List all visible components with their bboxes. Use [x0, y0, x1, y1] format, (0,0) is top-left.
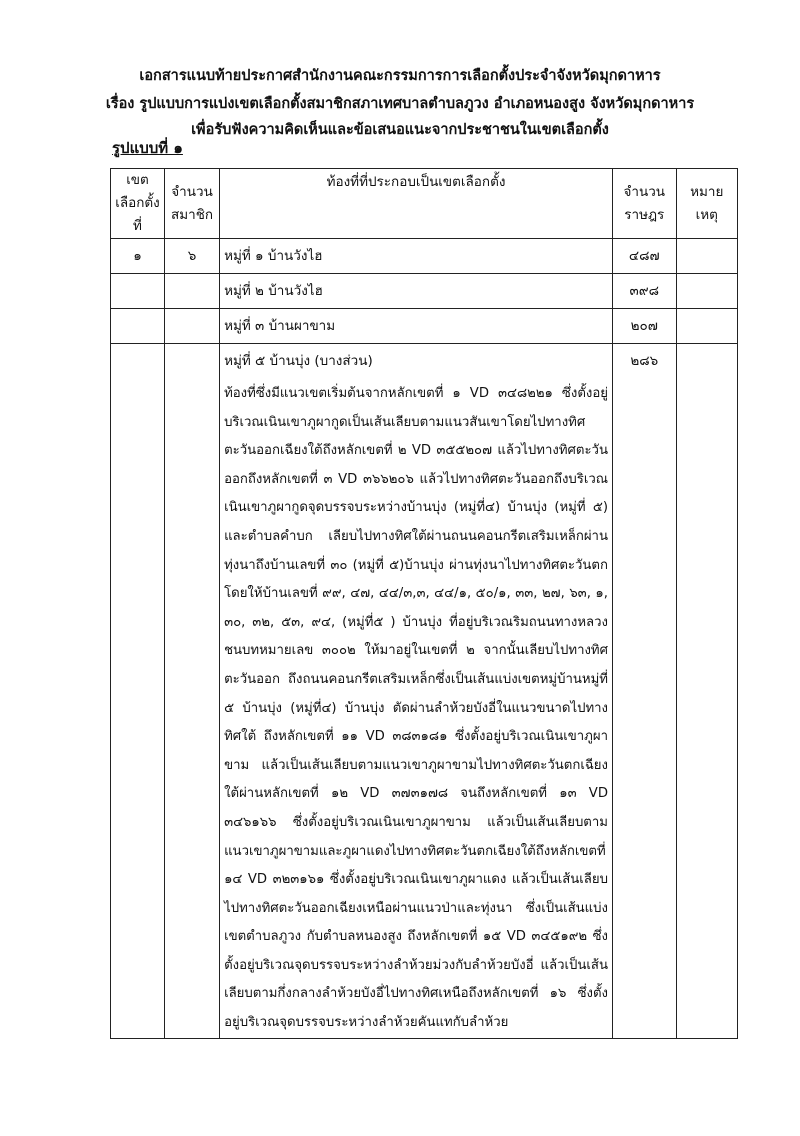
- cell-population: ๒๐๗: [612, 309, 676, 344]
- form-title: รูปแบบที่ ๑: [112, 139, 183, 157]
- cell-district: ๑: [111, 239, 165, 274]
- table-header-row: [111, 169, 738, 239]
- cell-locality: หมู่ที่ ๒ บ้านวังไฮ: [220, 274, 613, 309]
- header-members: จำนวน สมาชิก: [165, 169, 220, 239]
- table-row: [111, 274, 738, 309]
- cell-population: [612, 344, 676, 1039]
- locality-heading: หมู่ที่ ๕ บ้านบุ่ง (บางส่วน): [224, 353, 373, 369]
- cell-members: ๖: [165, 239, 220, 274]
- header-localities: ท้องที่ที่ประกอบเป็นเขตเลือกตั้ง: [220, 169, 613, 239]
- cell-remarks: [676, 344, 737, 1039]
- boundary-description: ท้องที่ซึ่งมีแนวเขตเริ่มต้นจากหลักเขตที่ ๑ VD ๓๔๘๒๒๑ ซึ่งตั้งอยู่บริเวณเนินเขาภูผากูดเป็นเส้นเลียบตามแนวสันเขาโดยไปทางทิศตะวันออกเฉียงใต้ถึงหลักเขตที่ ๒ VD ๓๕๕๒๐๗ แล้วไปทางทิศตะวันออกถึงหลักเขตที่ ๓ VD ๓๖๖๒๐๖ แล้วไปทางทิศตะวันออกถึงบริเวณเนินเขาภูผากูดจุดบรรจบระหว่างบ้านบุ่ง (หมู่ที่๔) บ้านบุ่ง (หมู่ที่ ๕) และตำบลคำบก เลียบไปทางทิศใต้ผ่านถนนคอนกรีตเสริมเหล็กผ่านทุ่งนาถึงบ้านเลขที่ ๓๐ (หมู่ที่ ๕)บ้านบุ่ง ผ่านทุ่งนาไปทางทิศตะวันตก โดยให้บ้านเลขที่ ๙๙, ๔๗, ๔๔/๓,๓, ๔๔/๑, ๕๐/๑, ๓๓, ๒๗, ๖๓, ๑, ๓๐, ๓๒, ๕๓, ๙๔, (หมู่ที่๕ ) บ้านบุ่ง ที่อยู่บริเวณริมถนนทางหลวงชนบทหมายเลข ๓๐๐๒ ให้มาอยู่ในเขตที่ ๒ จากนั้นเลียบไปทางทิศตะวันออก ถึงถนนคอนกรีตเสริมเหล็กซึ่งเป็นเส้นแบ่งเขตหมู่บ้านหมู่ที่ ๕ บ้านบุ่ง (หมู่ที่๔) บ้านบุ่ง ตัดผ่านลำห้วยบังอี่ในแนวขนาดไปทางทิศใต้ ถึงหลักเขตที่ ๑๑ VD ๓๘๓๑๘๑ ซึ่งตั้งอยู่บริเวณเนินเขาภูผาขาม แล้วเป็นเส้นเลียบตามแนวเขาภูผาขามไปทางทิศตะวันตกเฉียงใต้ผ่านหลักเขตที่ ๑๒ VD ๓๗๓๑๗๘ จนถึงหลักเขตที่ ๑๓ VD ๓๔๖๑๖๖ ซึ่งตั้งอยู่บริเวณเนินเขาภูผาขาม แล้วเป็นเส้นเลียบตามแนวเขาภูผาขามและภูผาแดงไปทางทิศตะวันตกเฉียงใต้ถึงหลักเขตที่ ๑๔ VD ๓๒๓๑๖๑ ซึ่งตั้งอยู่บริเวณเนินเขาภูผาแดง แล้วเป็นเส้นเลียบไปทางทิศตะวันออกเฉียงเหนือผ่านแนวป่าและทุ่งนา ซึ่งเป็นเส้นแบ่งเขตตำบลภูวง กับตำบลหนองสูง ถึงหลักเขตที่ ๑๕ VD ๓๔๕๑๙๒ ซึ่งตั้งอยู่บริเวณจุดบรรจบระหว่างลำห้วยม่วงกับลำห้วยบังอี่ แล้วเป็นเส้นเลียบตามกึ่งกลางลำห้วยบังอี่ไปทางทิศเหนือถึงหลักเขตที่ ๑๖ ซึ่งตั้งอยู่บริเวณจุดบรรจบระหว่างลำห้วยคันแทกับลำห้วย: [224, 386, 608, 1031]
- header-line-3: เพื่อรับฟังความคิดเห็นและข้อเสนอแนะจากประชาชนในเขตเลือกตั้ง: [191, 122, 609, 138]
- cell-locality: หมู่ที่ ๑ บ้านวังไฮ: [220, 239, 613, 274]
- cell-district: [111, 344, 165, 1039]
- header-population: จำนวน ราษฎร: [612, 169, 676, 239]
- cell-remarks: [676, 309, 737, 344]
- header-remarks: หมาย เหตุ: [676, 169, 737, 239]
- header-district: เขต เลือกตั้งที่: [111, 169, 165, 239]
- cell-district: [111, 309, 165, 344]
- cell-locality: หมู่ที่ ๓ บ้านผาขาม: [220, 309, 613, 344]
- cell-remarks: [676, 239, 737, 274]
- cell-population: ๓๙๘: [612, 274, 676, 309]
- header-line-2: เรื่อง รูปแบบการแบ่งเขตเลือกตั้งสมาชิกสภาเทศบาลตำบลภูวง อำเภอหนองสูง จังหวัดมุกดาหาร: [105, 96, 695, 112]
- table-row: [111, 239, 738, 274]
- district-table: [110, 168, 738, 1039]
- cell-members: [165, 274, 220, 309]
- cell-remarks: [676, 274, 737, 309]
- cell-population: ๔๘๗: [612, 239, 676, 274]
- table-row: [111, 344, 738, 1039]
- cell-locality-detail: [220, 344, 613, 1039]
- population-value: ๒๘๖: [630, 353, 659, 369]
- cell-members: [165, 344, 220, 1039]
- cell-members: [165, 309, 220, 344]
- table-row: [111, 309, 738, 344]
- header-line-1: เอกสารแนบท้ายประกาศสำนักงานคณะกรรมการการเลือกตั้งประจำจังหวัดมุกดาหาร: [139, 68, 661, 84]
- cell-district: [111, 274, 165, 309]
